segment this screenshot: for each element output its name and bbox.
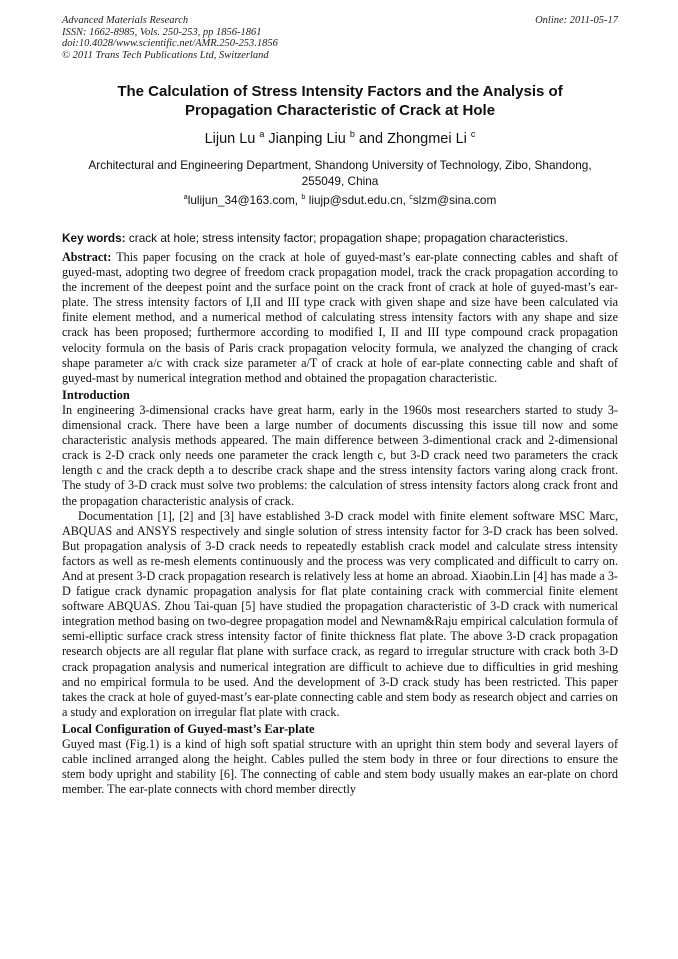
online-date: Online: 2011-05-17 <box>535 15 618 26</box>
author-2: Jianping Liu <box>264 131 350 147</box>
keywords <box>62 231 618 246</box>
doi-line: doi:10.4028/www.scientific.net/AMR.250-253.1856 <box>62 38 278 49</box>
journal-header <box>62 15 618 61</box>
abstract <box>62 250 618 386</box>
title-line-2: Propagation Characteristic of Crack at Hole <box>184 102 496 119</box>
author-1: Lijun Lu <box>204 131 260 147</box>
keywords-label: Key words: <box>62 231 126 245</box>
email-list <box>62 193 618 208</box>
introduction-paragraph-1: In engineering 3-dimensional cracks have great harm, early in the 1960s most researchers started to study 3-dimensional crack. There have been a large number of documents discussing this issue till now and some characteristic analysis methods appeared. The main difference between 3-dimentional crack and 2-dimensional crack is 2-D crack only needs one parameter the crack length c, but 3-D crack need two parameters the crack length c and the crack depth a to describe crack shape and the stress intensity factors varing along crack front. The study of 3-D crack must solve two problems: the calculation of stress intensity factors along crack front and the propagation characteristic analysis of crack. <box>62 402 618 508</box>
affiliation-line-2: 255049, China <box>301 174 379 188</box>
email-2[interactable]: liujp@sdut.edu.cn, <box>305 193 410 207</box>
author-3-mark: c <box>470 129 476 140</box>
issn-line: ISSN: 1662-8985, Vols. 250-253, pp 1856-1861 <box>62 26 262 38</box>
paper-body <box>62 250 618 797</box>
affiliation <box>62 157 618 189</box>
author-list <box>62 130 618 148</box>
copyright-line: © 2011 Trans Tech Publications Ltd, Switzerland <box>62 49 269 61</box>
author-1-mark: a <box>259 129 265 140</box>
abstract-text: This paper focusing on the crack at hole of guyed-mast’s ear-plate connecting cables and shaft of guyed-mast, adopting two degree of freedom crack propagation model, track the crack propagation according to the increment of the deepest point and the surface point on the crack front of crack at hole of guyed-mast’s ear-plate. The stress intensity factors of I,II and III type crack with given shape and size have been calculated via finite element method, and a numerical method of calculating stress intensity factors with any shape and size crack has been proposed; furthermore according to modified I, II and III type compound crack propagation velocity formula on the basis of Paris crack propagation velocity formula, we analyzed the changing of crack shape parameter a/c with crack size parameter a/T of crack at hole of ear-plate connecting cable and shaft of guyed-mast by numerical integration method and obtained the propagation characteristic. <box>62 250 618 385</box>
paper-title <box>62 82 618 120</box>
author-3: and Zhongmei Li <box>354 131 471 147</box>
email-2-mark: b <box>301 192 306 202</box>
title-line-1: The Calculation of Stress Intensity Factors and the Analysis of <box>117 83 563 100</box>
journal-name: Advanced Materials Research <box>62 15 189 26</box>
email-3[interactable]: slzm@sina.com <box>412 193 497 207</box>
affiliation-line-1: Architectural and Engineering Department, Shandong University of Technology, Zibo, Shandong, <box>88 158 592 172</box>
author-2-mark: b <box>349 129 355 140</box>
local-configuration-paragraph-1: Guyed mast (Fig.1) is a kind of high soft spatial structure with an upright thin stem body and several layers of cable inclined arranged along the height. Cables pulled the stem body in three or four directions to ensure the stem body upright and stability [6]. The connecting of cable and stem body usually makes an ear-plate on chord member. The ear-plate connects with chord member directly <box>62 737 618 797</box>
email-3-mark: c <box>409 192 413 202</box>
email-1-mark: a <box>183 192 188 202</box>
email-1[interactable]: lulijun_34@163.com, <box>187 193 302 207</box>
abstract-label: Abstract: <box>62 250 112 264</box>
local-configuration-heading: Local Configuration of Guyed-mast’s Ear-plate <box>62 721 315 736</box>
keywords-text: crack at hole; stress intensity factor; propagation shape; propagation characteristics. <box>125 231 569 245</box>
introduction-heading: Introduction <box>62 387 130 402</box>
introduction-paragraph-2: Documentation [1], [2] and [3] have established 3-D crack model with finite element software MSC Marc, ABQUAS and ANSYS respectively and single solution of stress intensity factor for 3-D crack has been solved. But propagation analysis of 3-D crack needs to repeatedly establish crack model and calculate stress intensity factors as well as re-mesh elements continuously and the process was very complicated and difficult to carry on. And at present 3-D crack propagation research is relatively less at home an abroad. Xiaobin.Lin [4] has made a 3-D fatigue crack dynamic propagation analysis for flat plate containing crack with commercial finite element software ABQUAS. Zhou Tai-quan [5] have studied the propagation characteristic of 3-D crack with numerical integration method basing on two-degree propagation model and Newnam&Raju empirical calculation formula of semi-elliptic surface crack stress intensity factor of finite thickness flat plate. The above 3-D crack propagation research objects are all regular flat plane with surface crack, as regard to irregular structure with crack both 3-D crack propagation analysis and numerical integration are difficult to achieve due to difficulties in grid meshing and no empirical formula to be used. And the development of 3-D crack study has been restricted. This paper takes the crack at hole of guyed-mast’s ear-plate connecting cable and stem body as research object and carries on a study and exploration on irregular flat plate with crack. <box>62 508 618 719</box>
